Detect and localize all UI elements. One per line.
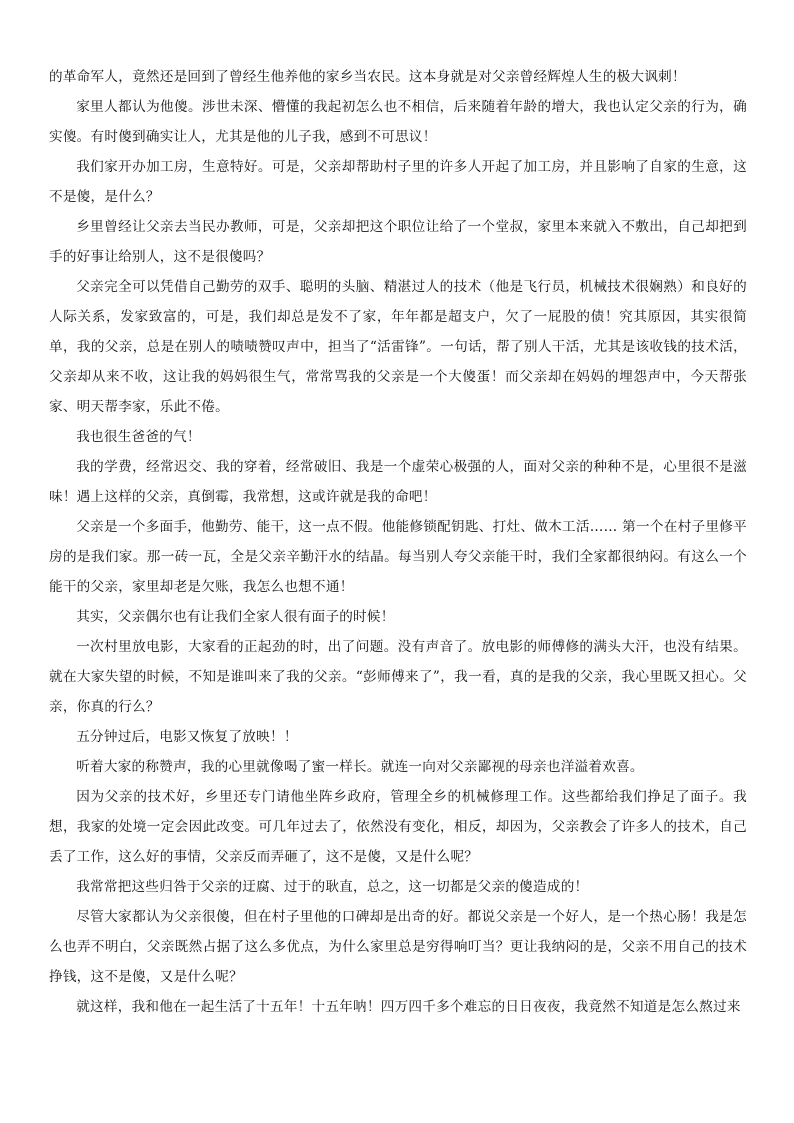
paragraph-1: 的革命军人，竟然还是回到了曾经生他养他的家乡当农民。这本身就是对父亲曾经辉煌人生的极大讽刺！ <box>49 69 686 85</box>
paragraph-2: 家里人都认为他傻。涉世未深、懵懂的我起初怎么也不相信，后来随着年龄的增大，我也认定父亲的行为，确实傻。有时傻到确实让人，尤其是他的儿子我，感到不可思议！ <box>49 99 747 145</box>
paragraph-4: 乡里曾经让父亲去当民办教师，可是，父亲却把这个职位让给了一个堂叔，家里本来就入不敷出，自己却把到手的好事让给别人，这不是很傻吗？ <box>49 219 747 265</box>
paragraph-8: 父亲是一个多面手，他勤劳、能干，这一点不假。他能修锁配钥匙、打灶、做木工活…… 第一个在村子里修平房的是我们家。那一砖一瓦，全是父亲辛勤汗水的结晶。每当别人夸父亲能干时，我们全家都很纳闷。有这么一个能干的父亲，家里却老是欠账，我怎么也想不通！ <box>49 519 747 595</box>
paragraph-9: 其实，父亲偶尔也有让我们全家人很有面子的时候！ <box>76 609 395 625</box>
paragraph-7: 我的学费，经常迟交、我的穿着，经常破旧、我是一个虚荣心极强的人，面对父亲的种种不是，心里很不是滋味！遇上这样的父亲，真倒霉，我常想，这或许就是我的命吧！ <box>49 459 747 505</box>
paragraph-12: 听着大家的称赞声，我的心里就像喝了蜜一样长。就连一向对父亲鄙视的母亲也洋溢着欢喜。 <box>76 759 644 775</box>
paragraph-11: 五分钟过后，电影又恢复了放映！！ <box>76 729 298 745</box>
paragraph-3: 我们家开办加工房，生意特好。可是，父亲却帮助村子里的许多人开起了加工房，并且影响了自家的生意，这不是傻，是什么？ <box>49 159 747 205</box>
paragraph-6: 我也很生爸爸的气！ <box>76 429 201 445</box>
paragraph-10: 一次村里放电影，大家看的正起劲的时，出了问题。没有声音了。放电影的师傅修的满头大汗，也没有结果。就在大家失望的时候，不知是谁叫来了我的父亲。“彭师傅来了”，我一看，真的是我的父亲，我心里既又担心。父亲，你真的行么？ <box>49 639 747 715</box>
paragraph-13: 因为父亲的技术好，乡里还专门请他坐阵乡政府，管理全乡的机械修理工作。这些都给我们挣足了面子。我想，我家的处境一定会因此改变。可几年过去了，依然没有变化，相反，却因为，父亲教会了许多人的技术，自己丢了工作，这么好的事情，父亲反而弄砸了，这不是傻，又是什么呢？ <box>49 789 747 865</box>
paragraph-5: 父亲完全可以凭借自己勤劳的双手、聪明的头脑、精湛过人的技术（他是飞行员，机械技术很娴熟）和良好的人际关系，发家致富的，可是，我们却总是发不了家，年年都是超支户，欠了一屁股的债！究其原因，其实很简单，我的父亲，总是在别人的啧啧赞叹声中，担当了“活雷锋”。一句话，帮了别人干活，尤其是该收钱的技术活，父亲却从来不收，这让我的妈妈很生气，常常骂我的父亲是一个大傻蛋！而父亲却在妈妈的埋怨声中，今天帮张家、明天帮李家，乐此不倦。 <box>49 279 747 415</box>
document-page <box>49 62 747 1022</box>
paragraph-14: 我常常把这些归咎于父亲的迂腐、过于的耿直，总之，这一切都是父亲的傻造成的！ <box>76 879 589 895</box>
paragraph-16: 就这样，我和他在一起生活了十五年！十五年呐！四万四千多个难忘的日日夜夜，我竟然不知道是怎么熬过来 <box>76 999 741 1015</box>
paragraph-15: 尽管大家都认为父亲很傻，但在村子里他的口碑却是出奇的好。都说父亲是一个好人，是一个热心肠！我是怎么也弄不明白，父亲既然占据了这么多优点，为什么家里总是穷得响叮当？更让我纳闷的是，父亲不用自己的技术挣钱，这不是傻，又是什么呢？ <box>49 909 747 985</box>
